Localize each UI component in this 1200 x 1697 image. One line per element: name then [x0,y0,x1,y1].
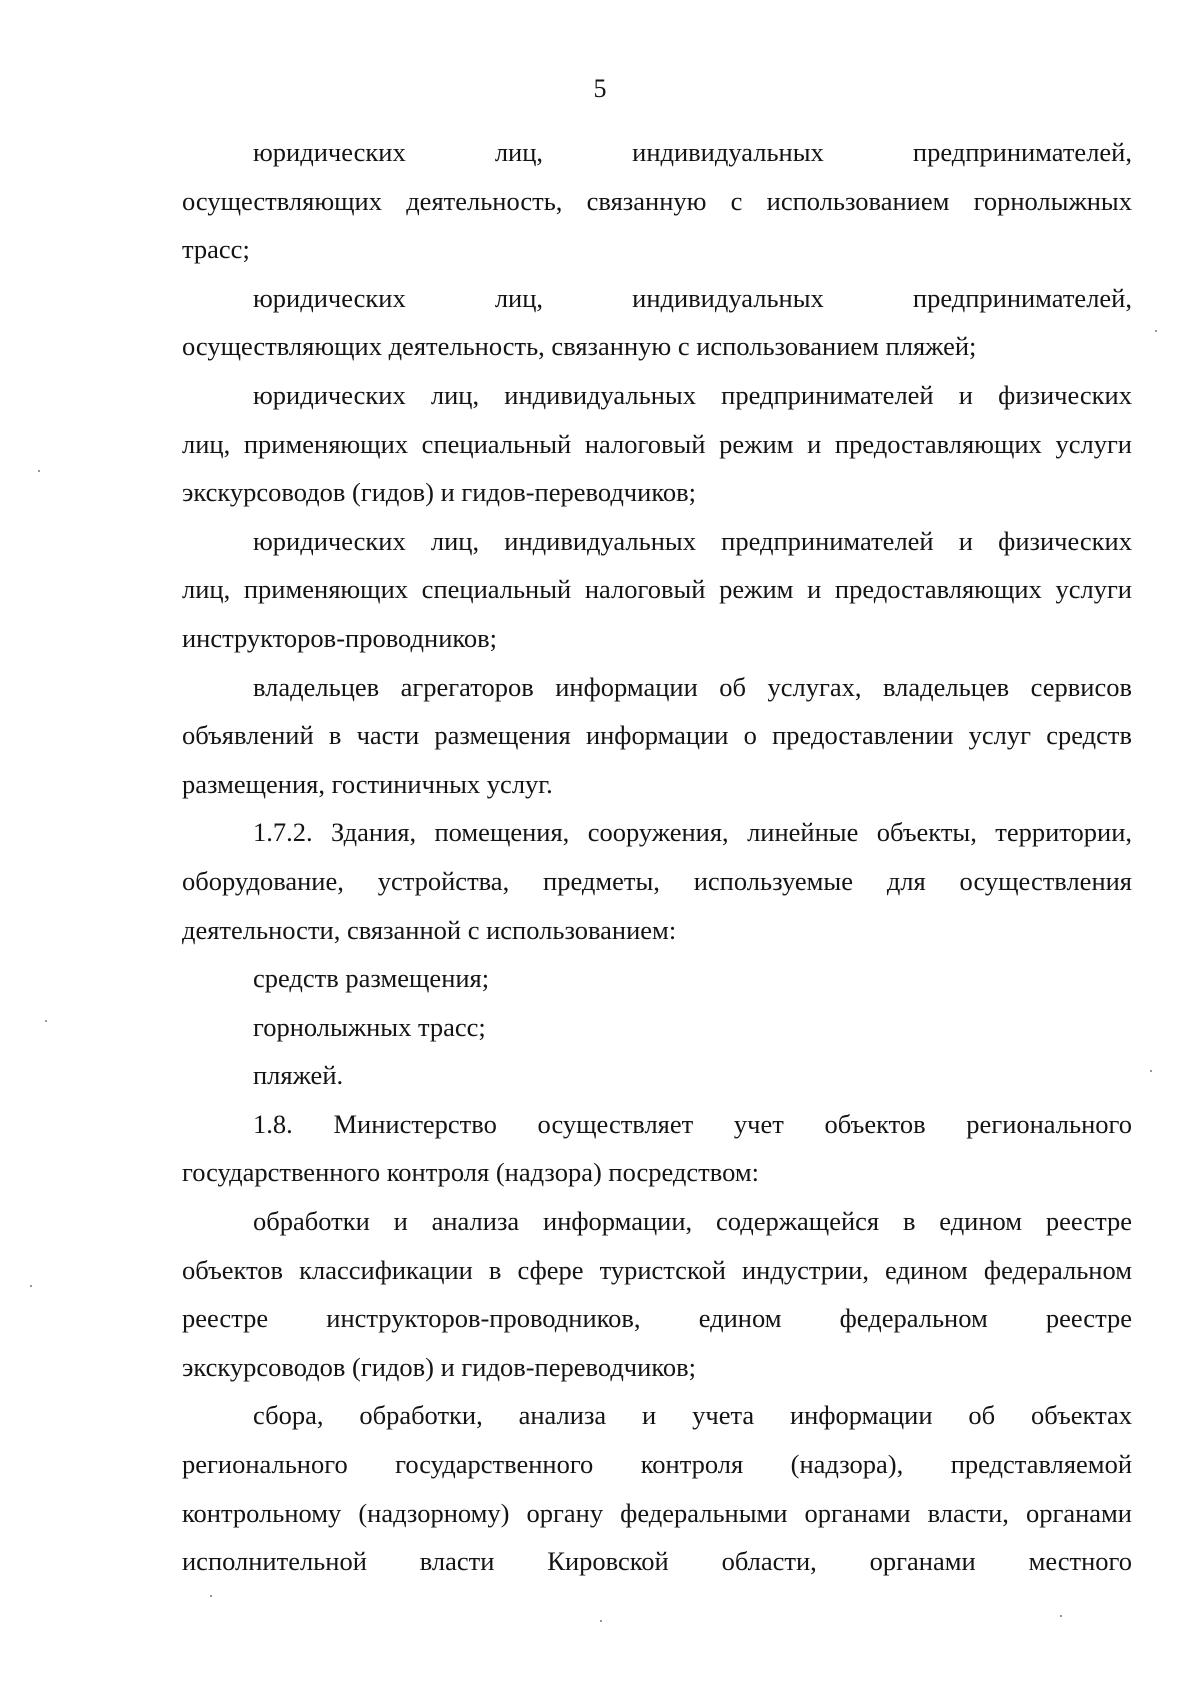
text-line: владельцев агрегаторов информации об услугах, владельцев сервисов [253,671,1132,702]
document-body [182,128,1132,1586]
text-line: государственного контроля (надзора) посредством: [182,1157,759,1188]
paragraph-6 [182,808,1132,954]
paragraph-9 [182,1051,1132,1100]
text-line: исполнительной власти Кировской области, органами местного [182,1546,1132,1577]
paragraph-3 [182,371,1132,517]
text-line: 1.7.2. Здания, помещения, сооружения, линейные объекты, территории, [253,817,1132,848]
text-line: инструкторов-проводников; [182,622,498,653]
text-line: оборудование, устройства, предметы, используемые для осуществления [182,865,1132,896]
text-line: осуществляющих деятельность, связанную с использованием горнолыжных [182,185,1132,216]
text-line: юридических лиц, индивидуальных предпринимателей, [253,137,1132,167]
text-line: экскурсоводов (гидов) и гидов-переводчиков; [182,477,696,508]
text-line: обработки и анализа информации, содержащейся в едином реестре [253,1206,1132,1237]
scan-speck [600,1620,602,1622]
text-line: сбора, обработки, анализа и учета информации об объектах [253,1400,1132,1431]
text-line: юридических лиц, индивидуальных предпринимателей и физических [253,525,1132,556]
text-line: контрольному (надзорному) органу федеральными органами власти, органами [182,1497,1132,1528]
text-line: осуществляющих деятельность, связанную с использованием пляжей; [182,331,977,362]
scan-speck [1155,330,1157,332]
paragraph-1 [182,128,1132,274]
text-line: юридических лиц, индивидуальных предпринимателей, [253,282,1132,313]
text-line: деятельности, связанной с использованием: [182,914,677,945]
paragraph-5 [182,663,1132,809]
paragraph-7 [182,954,1132,1003]
scan-speck [1150,1070,1152,1072]
scan-speck [1060,1615,1062,1617]
text-line: регионального государственного контроля (надзора), представляемой [182,1449,1132,1480]
text-line: пляжей. [253,1060,344,1091]
text-line: юридических лиц, индивидуальных предпринимателей и физических [253,379,1132,410]
paragraph-10 [182,1100,1132,1197]
scan-speck [45,1020,47,1022]
scan-speck [30,1285,32,1287]
paragraph-11 [182,1197,1132,1391]
paragraph-8 [182,1003,1132,1052]
text-line: экскурсоводов (гидов) и гидов-переводчиков; [182,1351,696,1382]
text-line: 1.8. Министерство осуществляет учет объектов регионального [253,1108,1132,1139]
text-line: объявлений в части размещения информации о предоставлении услуг средств [182,720,1132,751]
text-line: лиц, применяющих специальный налоговый режим и предоставляющих услуги [182,428,1132,459]
text-line: трасс; [182,234,250,265]
text-line: средств размещения; [253,963,490,994]
text-line: размещения, гостиничных услуг. [182,768,553,799]
paragraph-12 [182,1391,1132,1585]
text-line: реестре инструкторов-проводников, едином федеральном реестре [182,1303,1132,1334]
paragraph-4 [182,517,1132,663]
text-line: лиц, применяющих специальный налоговый режим и предоставляющих услуги [182,574,1132,605]
text-line: горнолыжных трасс; [253,1011,486,1042]
scan-speck [38,470,40,472]
page-number: 5 [593,74,607,103]
text-line: объектов классификации в сфере туристской индустрии, едином федеральном [182,1254,1132,1285]
scan-speck [210,1595,212,1597]
paragraph-2 [182,274,1132,371]
